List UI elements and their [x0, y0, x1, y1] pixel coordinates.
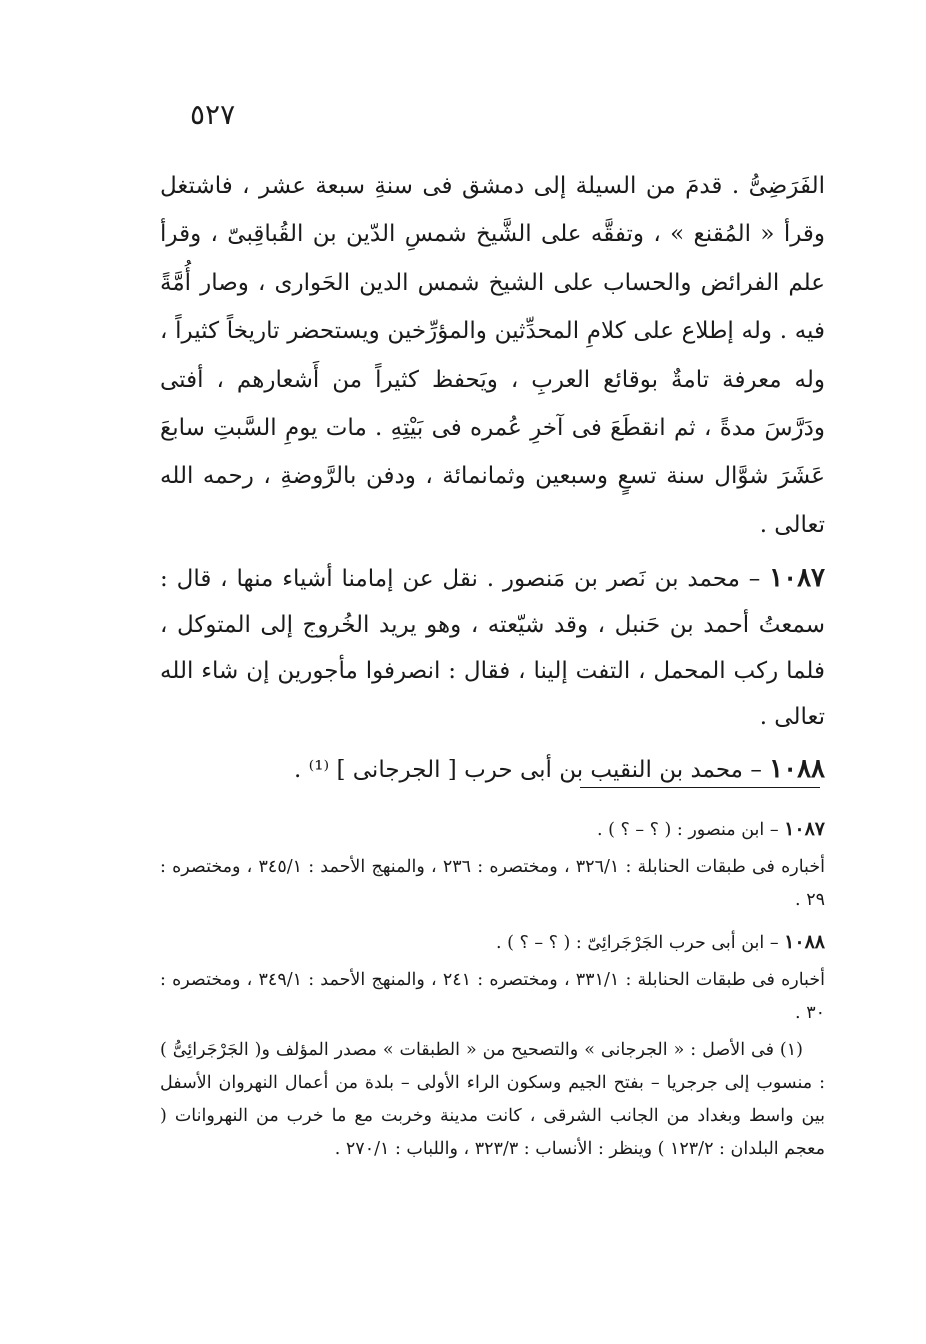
footnote-number: ١٠٨٧: [784, 818, 825, 840]
entry-text: – محمد بن النقيب بن أبى حرب [ الجرجانى ] ⁽¹⁾ .: [293, 757, 762, 784]
footnote-1087: [160, 812, 825, 917]
footnotes: [160, 812, 825, 1166]
footnote-number: ١٠٨٨: [784, 931, 825, 953]
page-number: ٥٢٧: [190, 98, 236, 131]
footnote-refs: أخباره فى طبقات الحنابلة : ٣٣١/١ ، ومختصره : ٢٤١ ، والمنهج الأحمد : ٣٤٩/١ ، ومختصره : ٣٠ .: [160, 970, 825, 1023]
entry-1087: [160, 555, 825, 740]
footnote-divider: [580, 787, 820, 788]
footnote-heading: – ابن أبى حرب الجَرْجَرائِىّ : ( ؟ – ؟ ) .: [495, 933, 779, 953]
entry-number: ١٠٨٧: [769, 563, 825, 594]
footnote-refs: أخباره فى طبقات الحنابلة : ٣٢٦/١ ، ومختصره : ٢٣٦ ، والمنهج الأحمد : ٣٤٥/١ ، ومختصره : ٢٩ .: [160, 857, 825, 910]
footnote-1088: [160, 925, 825, 1030]
footnote-1: (١) فى الأصل : « الجرجانى » والتصحيح من « الطبقات » مصدر المؤلف و( الجَرْجَرائِىُّ ) : منسوب إلى جرجريا – بفتح الجيم وسكون الراء الأولى – بلدة من أعمال النهروان الأسفل بين واسط وبغداد من الجانب الشرقى ، كانت مدينة وخربت مع ما خرب من النهروانات ( معجم البلدان : ١٢٣/٢ ) وينظر : الأنساب : ٣٢٣/٣ ، واللباب : ٢٧٠/١ .: [160, 1040, 825, 1159]
main-text: [160, 162, 825, 793]
biography-continuation: الفَرَضِىُّ . قدمَ من السيلة إلى دمشق فى سنةِ سبعة عشر ، فاشتغل وقرأ « المُقنع » ، وتفقَّه على الشَّيخ شمسِ الدّين بن القُباقِبىّ ، وقرأ علم الفرائض والحساب على الشيخ شمس الدين الحَوارى ، وصار أُمَّةً فيه . وله إطلاع على كلامِ المحدِّثين والمؤرِّخين ويستحضر تاريخاً كثيراً ، وله معرفة تامةٌ بوقائع العربِ ، ويَحفظ كثيراً من أَشعارهم ، أفتى ودَرَّسَ مدةً ، ثم انقطَعَ فى آخرِ عُمره فى بَيْتِهِ . مات يومِ السَّبتِ سابعَ عَشَرَ شوَّال سنة تسعٍ وسبعين وثمانمائة ، ودفن بالرَّوضةِ ، رحمه الله تعالى .: [160, 173, 825, 538]
footnote-heading: – ابن منصور : ( ؟ – ؟ ) .: [596, 820, 779, 840]
entry-number: ١٠٨٨: [769, 754, 825, 785]
entry-text: – محمد بن نَصر بن مَنصور . نقل عن إمامنا أشياء منها ، قال : سمعتُ أحمد بن حَنبل ، وقد شيّعته ، وهو يريد الخُروج إلى المتوكل ، فلما ركب المحمل ، التفت إلينا ، فقال : انصرفوا مأجورين إن شاء الله تعالى .: [160, 566, 825, 731]
